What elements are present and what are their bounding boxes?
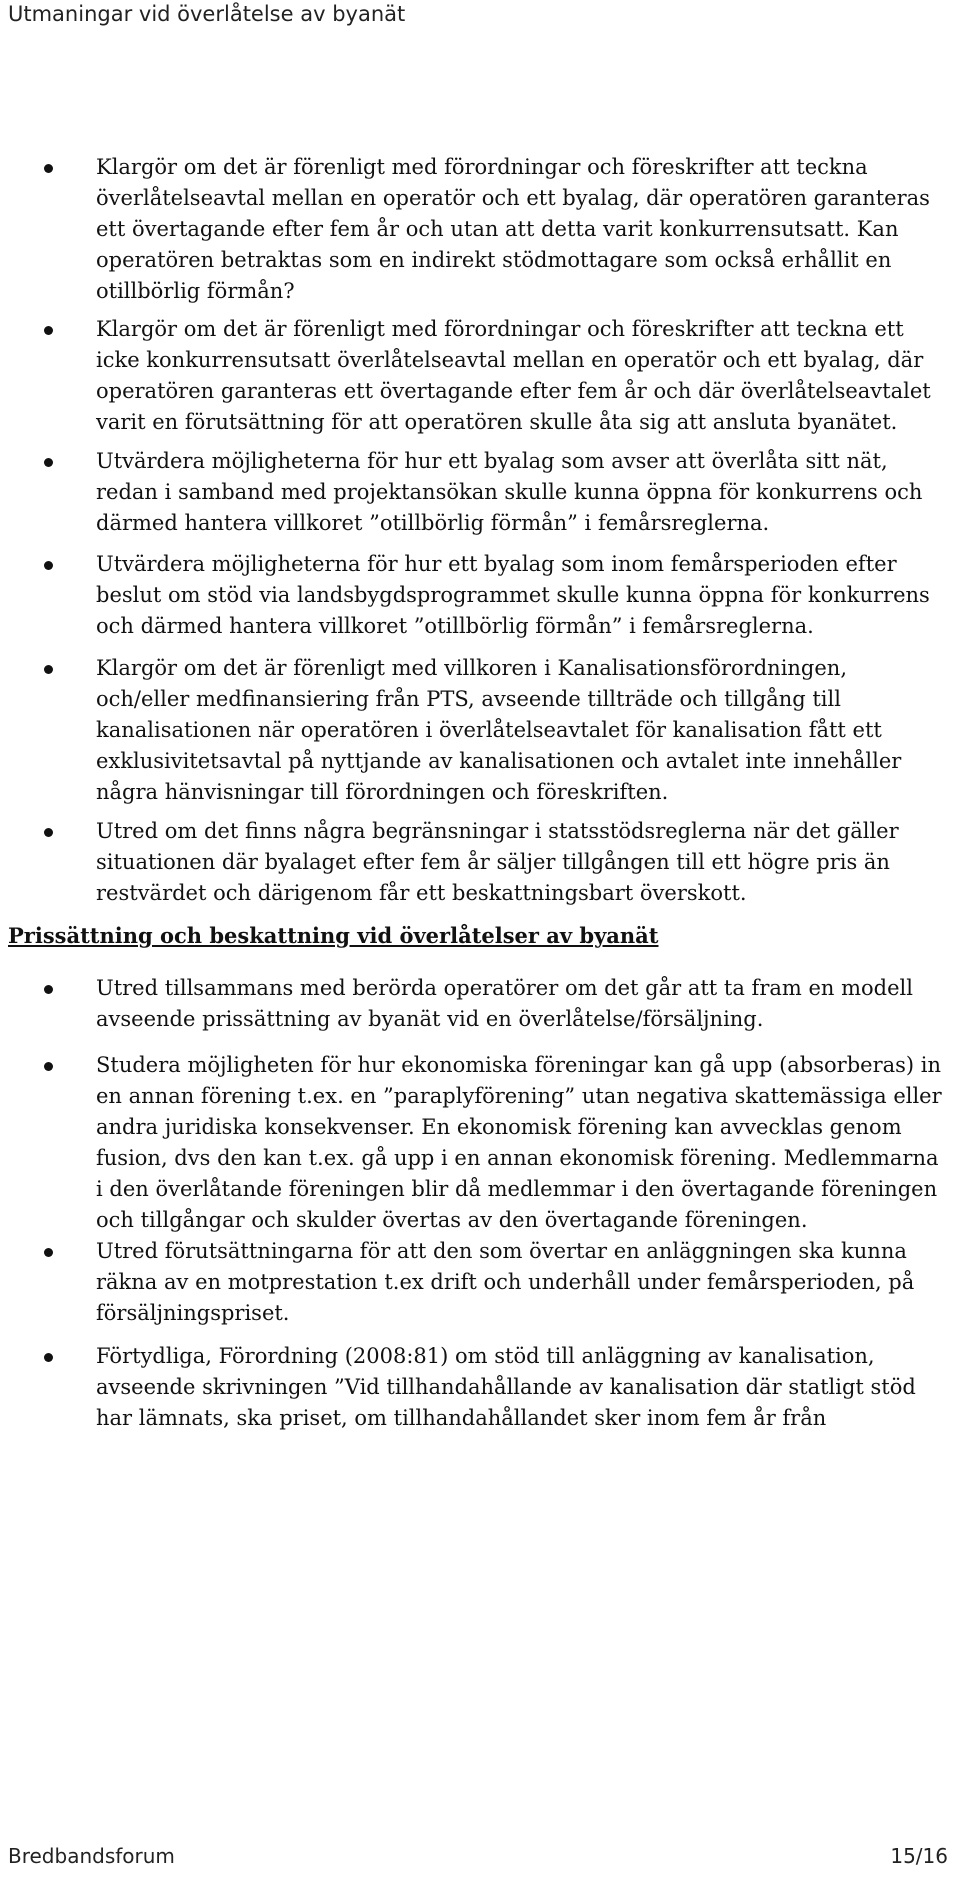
list-item — [96, 653, 946, 808]
list-item-text: Utvärdera möjligheterna för hur ett byalag som avser att överlåta sitt nät, redan i samband med projektansökan skulle kunna öppna för konkurrens och därmed hantera villkoret ”otillbörlig förmån” i femårsreglerna. — [96, 449, 923, 535]
list-item — [96, 1050, 946, 1236]
list-item — [96, 314, 946, 438]
list-item-text: Utred tillsammans med berörda operatörer om det går att ta fram en modell avseende prissättning av byanät vid en överlåtelse/försäljning. — [96, 976, 913, 1031]
bullet-icon — [44, 665, 53, 674]
section-heading: Prissättning och beskattning vid överlåtelser av byanät — [8, 923, 659, 948]
list-item — [96, 973, 946, 1035]
list-item-text: Studera möjligheten för hur ekonomiska föreningar kan gå upp (absorberas) in en annan förening t.ex. en ”paraplyförening” utan negativa skattemässiga eller andra juridiska konsekvenser. En ekonomisk förening kan avvecklas genom fusion, dvs den kan t.ex. gå upp i en annan ekonomisk förening. Medlemmarna i den överlåtande föreningen blir då medlemmar i den övertagande föreningen och tillgångar och skulder övertas av den övertagande föreningen. — [96, 1053, 942, 1232]
header-title: Utmaningar vid överlåtelse av byanät — [8, 2, 406, 26]
list-item-text: Klargör om det är förenligt med villkoren i Kanalisationsförordningen, och/eller medfinansiering från PTS, avseende tillträde och tillgång till kanalisationen när operatören i överlåtelseavtalet för kanalisation fått ett exklusivitetsavtal på nyttjande av kanalisationen och avtalet inte innehåller några hänvisningar till förordningen och föreskriften. — [96, 656, 902, 804]
bullet-icon — [44, 1062, 53, 1071]
bullet-icon — [44, 458, 53, 467]
footer-label: Bredbandsforum — [8, 1844, 175, 1868]
list-item — [96, 816, 946, 909]
list-item-text: Utvärdera möjligheterna för hur ett byalag som inom femårsperioden efter beslut om stöd via landsbygdsprogrammet skulle kunna öppna för konkurrens och därmed hantera villkoret ”otillbörlig förmån” i femårsreglerna. — [96, 552, 930, 638]
bullet-icon — [44, 985, 53, 994]
page-number: 15/16 — [890, 1844, 948, 1868]
list-item — [96, 1341, 946, 1434]
list-item — [96, 1236, 946, 1329]
list-item-text: Klargör om det är förenligt med förordningar och föreskrifter att teckna ett icke konkurrensutsatt överlåtelseavtal mellan en operatör och ett byalag, där operatören garanteras ett övertagande efter fem år och där överlåtelseavtalet varit en förutsättning för att operatören skulle åta sig att ansluta byanätet. — [96, 317, 931, 434]
list-item-text: Utred förutsättningarna för att den som övertar en anläggningen ska kunna räkna av en motprestation t.ex drift och underhåll under femårsperioden, på försäljningspriset. — [96, 1239, 915, 1325]
bullet-icon — [44, 828, 53, 837]
list-item-text: Utred om det finns några begränsningar i statsstödsreglerna när det gäller situationen där byalaget efter fem år säljer tillgången till ett högre pris än restvärdet och därigenom får ett beskattningsbart överskott. — [96, 819, 899, 905]
list-item — [96, 152, 946, 307]
bullet-icon — [44, 164, 53, 173]
list-item-text: Klargör om det är förenligt med förordningar och föreskrifter att teckna överlåtelseavtal mellan en operatör och ett byalag, där operatören garanteras ett övertagande efter fem år och utan att detta varit konkurrensutsatt. Kan operatören betraktas som en indirekt stödmottagare som också erhållit en otillbörlig förmån? — [96, 155, 930, 303]
bullet-icon — [44, 1248, 53, 1257]
list-item — [96, 446, 946, 539]
list-item-text: Förtydliga, Förordning (2008:81) om stöd till anläggning av kanalisation, avseende skrivningen ”Vid tillhandahållande av kanalisation där statligt stöd har lämnats, ska priset, om tillhandahållandet sker inom fem år från — [96, 1344, 916, 1430]
bullet-icon — [44, 561, 53, 570]
page-header — [8, 0, 948, 32]
bullet-icon — [44, 1353, 53, 1362]
bullet-icon — [44, 326, 53, 335]
list-item — [96, 549, 946, 642]
